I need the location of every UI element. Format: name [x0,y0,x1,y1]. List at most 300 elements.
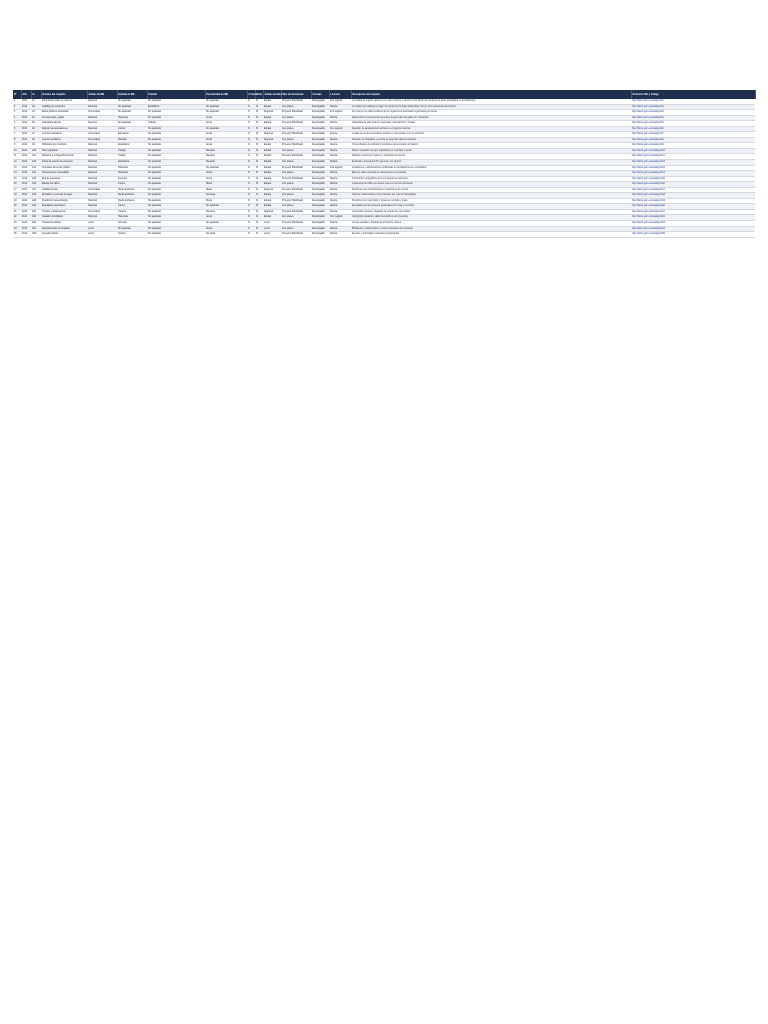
table-cell: Subvenciones concedidas [41,171,87,177]
table-cell: Hacienda [117,215,147,221]
table-cell: Sin apartado [117,104,147,110]
table-cell: Diaria [205,187,247,193]
table-row [13,187,755,193]
table-cell: 2014 [21,182,31,188]
table-cell: 2014 [21,187,31,193]
table-cell-link[interactable]: http://datos.gob.es/catalogo/A12 [631,160,755,166]
table-row [13,198,755,204]
table-cell: Abierta [329,160,351,166]
table-cell: Turismo [117,209,147,215]
table-cell: Descargable [311,126,329,132]
table-cell: Sin apartado [147,143,205,149]
table-row [13,193,755,199]
table-cell: Abierta [329,154,351,160]
table-cell: Proyecto Planificado [281,187,311,193]
table-cell: Paro registrado [41,148,87,154]
table-row [13,176,755,182]
table-cell: Estatal [263,198,281,204]
table-cell: Con planes [281,104,311,110]
table-cell: Datos mensuales de paro registrado por municipio y sector [351,148,631,154]
table-cell: A19 [31,198,41,204]
table-cell: Comunidad [87,187,117,193]
column-header: Id [31,90,41,99]
table-cell-link[interactable]: http://datos.gob.es/catalogo/A18 [631,193,755,199]
table-cell: Interior [117,126,147,132]
table-cell: Si [255,187,263,193]
table-cell: Nacional [87,204,117,210]
table-cell: Estatal [263,148,281,154]
table-cell: Descargable [311,232,329,238]
table-cell: Base de datos nacional de subvenciones concedidas [351,171,631,177]
table-cell: Sin apartado [117,121,147,127]
table-cell: 13 [13,165,21,171]
table-row [13,143,755,149]
table-cell: 21 [13,209,21,215]
table-cell: 12 [13,160,21,166]
table-cell: Estadística [147,104,205,110]
table-cell: A1 [31,99,41,104]
table-cell: Abierta [329,121,351,127]
table-cell: Descargable [311,221,329,227]
table-cell: 18 [13,193,21,199]
table-row [13,165,755,171]
table-cell: Los datos del catálogo recogen los conjuntos de datos disponibles con su correspondiente descripción [351,104,631,110]
table-cell: Proyecto Planificado [281,110,311,116]
table-cell: Estado del tráfico [41,182,87,188]
table-cell: Sanidad [117,137,147,143]
table-cell: A14 [31,171,41,177]
table-cell: Resultados de los procesos electorales por mesa y municipio [351,204,631,210]
table-cell: Abierta [329,176,351,182]
table-row [13,154,755,160]
table-cell: Abierta [329,115,351,121]
table-cell-link[interactable]: http://datos.gob.es/catalogo/A16 [631,182,755,188]
table-cell-link[interactable]: http://datos.gob.es/catalogo/A1 [631,99,755,104]
table-cell: N [247,143,255,149]
column-header: Año [21,90,31,99]
table-cell-link[interactable]: http://datos.gob.es/catalogo/A8 [631,137,755,143]
table-cell-link[interactable]: http://datos.gob.es/catalogo/A24 [631,226,755,232]
table-cell: Descargable [311,143,329,149]
table-cell: 2014 [21,232,31,238]
table-cell: Sin apartado [147,215,205,221]
table-cell: 3 [13,110,21,116]
table-cell: Estatal [263,204,281,210]
table-cell: Descargable [311,115,329,121]
table-cell: Sin apartado [147,204,205,210]
table-cell: Si [255,104,263,110]
column-header: Licencia [329,90,351,99]
table-row [13,126,755,132]
table-cell: Anual [205,121,247,127]
table-cell: Nacional [87,154,117,160]
table-cell: 2014 [21,204,31,210]
table-cell: Presupuestos y gasto [41,115,87,121]
table-cell: Abierta [329,104,351,110]
table-cell: Ocupación hotelera y llegadas de turistas por comunidad [351,209,631,215]
table-row [13,215,755,221]
table-cell: Fomento [117,221,147,227]
table-cell-link[interactable]: http://datos.gob.es/catalogo/A25 [631,232,755,238]
column-header: Nombre del conjunto [41,90,87,99]
table-cell: A25 [31,232,41,238]
table-cell: Predicción por municipios y zonas de montaña y costa [351,198,631,204]
table-cell: Sin apartado [147,165,205,171]
table-row [13,226,755,232]
table-cell: A2 [31,104,41,110]
table-cell: Estatal [263,154,281,160]
table-cell: 2014 [21,215,31,221]
table-cell: Sin apartado [205,126,247,132]
table-cell: Nacional [87,99,117,104]
table-cell: Equipamientos municipales [41,226,87,232]
table-body [13,99,755,237]
table-cell: Descargable [311,187,329,193]
table-cell-link[interactable]: http://datos.gob.es/catalogo/A3 [631,110,755,116]
table-cell: Eventos y actividades culturales programadas [351,232,631,238]
table-cell: Interior [117,204,147,210]
table-cell-link[interactable]: http://datos.gob.es/catalogo/A22 [631,215,755,221]
table-cell: Predicción meteorológica [41,198,87,204]
table-cell: Si [255,154,263,160]
table-cell: Anual [205,226,247,232]
table-row [13,110,755,116]
table-cell: Sin apartado [147,132,205,138]
table-cell: Si [255,198,263,204]
table-cell-link[interactable]: http://datos.gob.es/catalogo/A14 [631,171,755,177]
table-cell: Si [255,148,263,154]
table-cell: Abierta [329,148,351,154]
table-cell: 15 [13,176,21,182]
table-cell: 2014 [21,110,31,116]
table-cell: Si [255,160,263,166]
table-cell: 2 [13,104,21,110]
table-cell: Abierta [329,132,351,138]
table-cell: Sin apartado [205,110,247,116]
table-cell: Abierta [329,232,351,238]
table-cell: 2014 [21,221,31,227]
table-cell: A23 [31,221,41,227]
table-cell: Turismo y alojamientos [41,209,87,215]
table-cell: 22 [13,215,21,221]
table-cell: N [247,193,255,199]
table-cell: Información cartográfica de la red estatal de carreteras [351,176,631,182]
table-cell: Si [255,143,263,149]
table-cell: Descargable [311,160,329,166]
table-cell-link[interactable]: http://datos.gob.es/catalogo/A15 [631,176,755,182]
table-cell: Si [255,115,263,121]
table-cell: 2014 [21,104,31,110]
table-cell: N [247,104,255,110]
table-cell: 6 [13,126,21,132]
column-header: Periodicidad de INE [205,90,247,99]
table-cell: Con planes [281,148,311,154]
table-cell: 2014 [21,132,31,138]
table-cell: Trabajo [147,121,205,127]
table-cell-link[interactable]: http://datos.gob.es/catalogo/A10 [631,148,755,154]
table-cell-link[interactable]: http://datos.gob.es/catalogo/A13 [631,165,755,171]
table-cell: Local [87,232,117,238]
table-cell: A3 [31,110,41,116]
table-cell: Cultura [117,232,147,238]
table-cell: N [247,182,255,188]
table-cell: Centros sanitarios [41,137,87,143]
table-cell: Local [87,221,117,227]
table-cell: Estatal [263,99,281,104]
table-cell: Índice de precios de consumo [41,160,87,166]
table-cell: Proyecto Planificado [281,143,311,149]
table-cell: Con planes [281,182,311,188]
table-cell: A11 [31,154,41,160]
table-cell: Estatal [263,104,281,110]
table-cell-link[interactable]: http://datos.gob.es/catalogo/A21 [631,209,755,215]
column-header: Ámbito de Datos [263,90,281,99]
table-cell: Proyecto Planificado [281,221,311,227]
table-cell: 2014 [21,143,31,149]
table-row [13,132,755,138]
table-cell: Con planes [281,171,311,177]
table-cell: Estadística [117,160,147,166]
table-cell: Regional [263,137,281,143]
table-cell: Mediciones de contaminantes en estaciones de control [351,187,631,193]
table-cell: Nacional [87,193,117,199]
table-cell-link[interactable]: http://datos.gob.es/catalogo/A7 [631,132,755,138]
table-cell: Afiliación a la Seguridad Social [41,154,87,160]
table-cell: Con planes [281,115,311,121]
table-cell: Medio ambiente [117,187,147,193]
table-cell-link[interactable]: http://datos.gob.es/catalogo/A20 [631,204,755,210]
table-cell: Descargable [311,209,329,215]
table-cell: 7 [13,132,21,138]
table-cell: Semanal [205,193,247,199]
table-cell: 2014 [21,198,31,204]
table-cell: Sin apartado [205,104,247,110]
table-cell: A20 [31,204,41,210]
table-cell: Estatal [263,182,281,188]
table-cell: Comunidad [87,137,117,143]
table-cell: Estatal [263,143,281,149]
table-cell: Descargable [311,121,329,127]
table-cell: Fomento [117,176,147,182]
table-cell: Proyecto Planificado [281,99,311,104]
table-cell-link[interactable]: http://datos.gob.es/catalogo/A6 [631,126,755,132]
table-cell: Sin apartado [147,193,205,199]
table-cell: Líneas, paradas y horarios de transporte urbano [351,221,631,227]
table-cell: 25 [13,232,21,238]
table-cell: Si [255,126,263,132]
table-cell: Estatal [263,193,281,199]
table-cell: Estatal [263,126,281,132]
table-cell: N [247,215,255,221]
table-cell-link[interactable]: http://datos.gob.es/catalogo/A23 [631,221,755,227]
table-row [13,182,755,188]
table-cell: Descargable [311,132,329,138]
table-cell: Población por municipio [41,143,87,149]
table-cell: Red de carreteras [41,176,87,182]
table-cell: Comunidad [87,209,117,215]
table-cell: A24 [31,226,41,232]
table-cell: Estatal [263,160,281,166]
table-row [13,115,755,121]
column-header: Tipo de documento [281,90,311,99]
table-cell: Relación de asociaciones inscritas en el registro nacional [351,126,631,132]
table-cell: Sin apartado [147,148,205,154]
table-row [13,171,755,177]
table-row [13,99,755,104]
table-row [13,160,755,166]
table-cell: Si [255,221,263,227]
table-cell: Abierta [329,221,351,227]
table-cell-link[interactable]: http://datos.gob.es/catalogo/A17 [631,187,755,193]
table-cell: Si [255,215,263,221]
table-cell: Bibliotecas, polideportivos y centros culturales del municipio [351,226,631,232]
table-cell: Datos sobre el presupuesto general y la ejecución del gasto por ministerios [351,115,631,121]
table-cell: N [247,209,255,215]
table-cell: Estadística [117,143,147,149]
table-cell: Estatal [263,115,281,121]
table-cell: Descargable [311,148,329,154]
table-cell: 8 [13,137,21,143]
table-cell-link[interactable]: http://datos.gob.es/catalogo/A11 [631,154,755,160]
table-cell: Nacional [87,171,117,177]
table-cell: Nacional [87,115,117,121]
table-cell: A21 [31,209,41,215]
table-cell: Descargable [311,198,329,204]
table-cell: Proyecto Planificado [281,198,311,204]
table-cell: Sin apartado [147,171,205,177]
table-cell: Transporte público [41,221,87,227]
table-cell: Estatal [263,176,281,182]
table-cell: Sin apartado [147,126,205,132]
table-cell: Sin apartado [147,187,205,193]
table-cell: Si [255,193,263,199]
table-row [13,121,755,127]
table-cell: N [247,126,255,132]
table-cell: Calidad del aire [41,187,87,193]
table-cell: Sin apartado [147,110,205,116]
table-cell: N [247,171,255,177]
table-cell: Sin apartado [117,99,147,104]
table-cell: Medio ambiente [117,193,147,199]
table-cell: Proyecto Planificado [281,176,311,182]
table-cell: Sin apartado [205,221,247,227]
table-cell: Descargable [311,226,329,232]
table-row [13,204,755,210]
table-cell: Listado de centros educativos públicos y concertados con su ubicación [351,132,631,138]
column-header: Nivel [255,90,263,99]
table-cell-link[interactable]: http://datos.gob.es/catalogo/A19 [631,198,755,204]
column-header: Dirección URL y Código [631,90,755,99]
table-cell: Centros educativos [41,132,87,138]
table-cell: Abierta [329,171,351,177]
table-cell: Datos públicos del Estado [41,110,87,116]
table-cell: Si [255,165,263,171]
table-cell: 2014 [21,226,31,232]
table-cell: A6 [31,126,41,132]
table-cell: Sin apartado [147,182,205,188]
table-cell: Abierta [329,143,351,149]
table-cell: Interior [117,182,147,188]
table-cell: Estatal [263,121,281,127]
table-cell: N [247,232,255,238]
table-cell: Contratos del sector público [41,165,87,171]
table-cell: N [247,121,255,127]
table-cell: 2014 [21,126,31,132]
table-cell: 19 [13,198,21,204]
table-cell: Diaria [205,182,247,188]
table-cell: Anual [205,176,247,182]
table-cell: Si [255,182,263,188]
table-cell: Comunidad [87,132,117,138]
table-cell: Agenda cultural [41,232,87,238]
table-cell: Si [255,204,263,210]
table-cell: Nacional [87,160,117,166]
table-cell: Local [263,232,281,238]
table-cell: Sin apartado [147,160,205,166]
table-cell: 23 [13,221,21,227]
table-cell: Nacional [87,143,117,149]
table-cell: 2014 [21,193,31,199]
table-row [13,137,755,143]
table-cell: Abierta [329,198,351,204]
table-cell-link[interactable]: http://datos.gob.es/catalogo/A9 [631,143,755,149]
table-cell-link[interactable]: http://datos.gob.es/catalogo/A5 [631,121,755,127]
table-cell: Anual [205,137,247,143]
table-cell: Educación [117,132,147,138]
table-cell: A7 [31,132,41,138]
table-cell: Regional [263,110,281,116]
column-header: Entidad [147,90,205,99]
table-cell: Resultados electorales [41,204,87,210]
table-cell: Sin apartado [147,137,205,143]
table-cell: A5 [31,121,41,127]
table-cell: Incidencias de tráfico en tiempo real en la red de carreteras [351,182,631,188]
table-cell: A12 [31,160,41,166]
table-cell: Los datos de registro aparecen en este conjunto y aportan información del conjunto de datos publicados en la plataforma [351,99,631,104]
table-cell-link[interactable]: http://datos.gob.es/catalogo/A2 [631,104,755,110]
table-cell: Calendario laboral [41,121,87,127]
table-cell: 16 [13,182,21,188]
table-cell: A15 [31,176,41,182]
table-cell: Descargable [311,137,329,143]
table-cell: Regional [263,209,281,215]
table-cell: Hacienda [117,171,147,177]
table-cell: 2014 [21,137,31,143]
table-cell: Si [255,137,263,143]
table-cell: 2014 [21,209,31,215]
table-cell: Proyecto Planificado [281,132,311,138]
table-cell: Local [87,226,117,232]
column-header: Entidad de INE [117,90,147,99]
table-cell: Mensual [205,209,247,215]
table-cell: Abierta [329,226,351,232]
table-cell: Si [255,226,263,232]
table-cell: Con planes [281,204,311,210]
table-cell: Si [255,171,263,177]
table-cell: Regional [263,187,281,193]
table-cell: Estatal [263,215,281,221]
table-cell: A16 [31,182,41,188]
table-cell: Registro de asociaciones [41,126,87,132]
table-cell: Sin apartado [147,221,205,227]
table-cell: Anual [205,143,247,149]
table-cell: Comunidad [87,110,117,116]
table-cell-link[interactable]: http://datos.gob.es/catalogo/A4 [631,115,755,121]
column-header: Formato [311,90,329,99]
table-cell: Nacional [87,165,117,171]
table-cell: Abierta [329,204,351,210]
table-cell: Descargable [311,171,329,177]
